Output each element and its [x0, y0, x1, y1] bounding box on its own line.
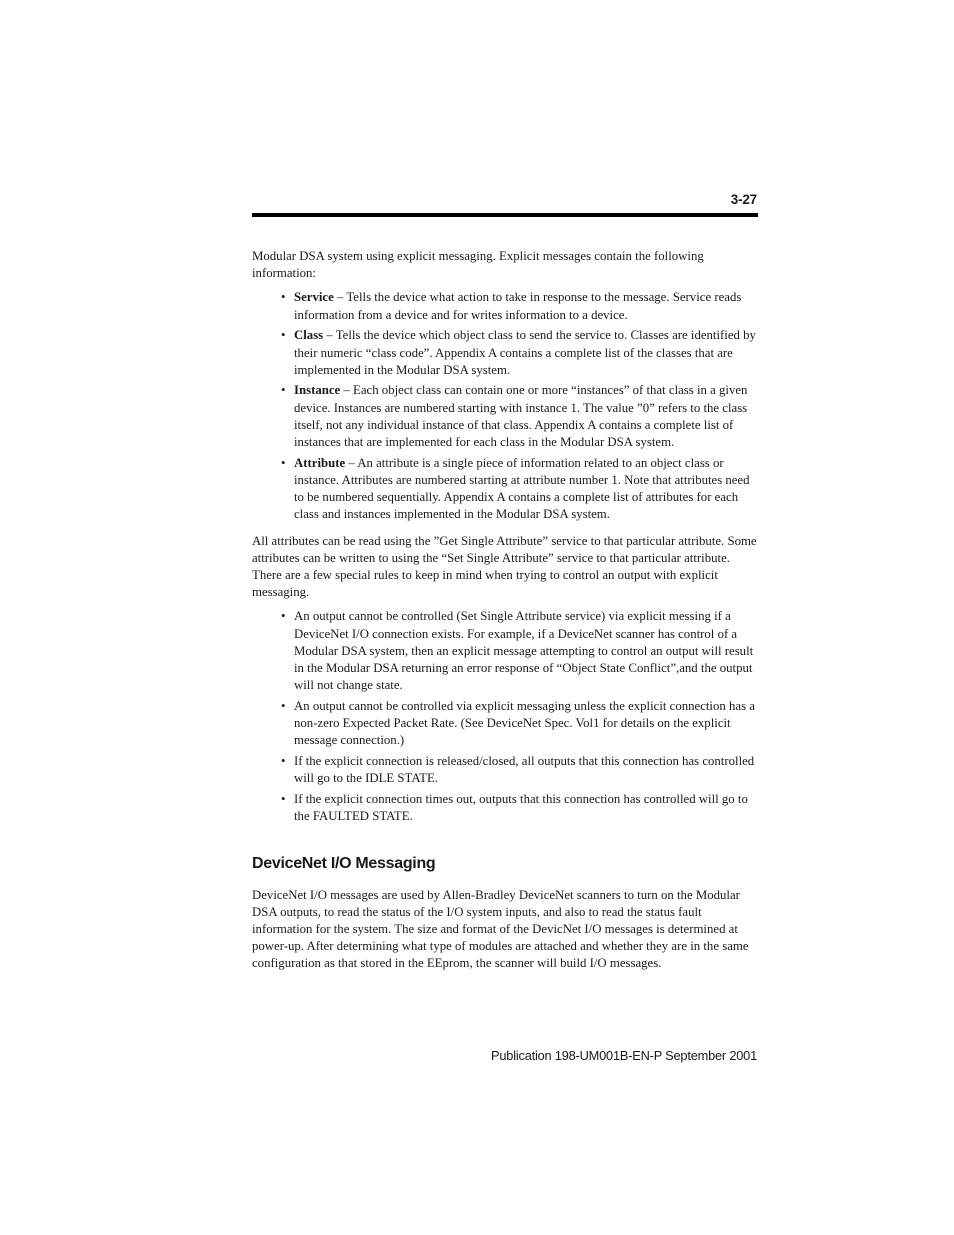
list-item: [294, 327, 760, 379]
list-item: • An output cannot be controlled via explicit messaging unless the explicit connection has a non-zero Expected Packet Rate. (See DeviceNet Spec. Vol1 for details on the explicit message connection.): [294, 698, 760, 750]
attributes-paragraph: All attributes can be read using the ”Get Single Attribute” service to that particular attribute. Some attributes can be written to using the “Set Single Attribute” service to that particular attribute. There are a few special rules to keep in mind when trying to control an output with explicit messaging.: [252, 533, 757, 600]
list-item: • An output cannot be controlled (Set Single Attribute service) via explicit messing if a DeviceNet I/O connection exists. For example, if a DeviceNet scanner has control of a Modular DSA system, then an explicit message attempting to control an output will result in the Modular DSA returning an error response of “Object State Conflict”,and the output will not change state.: [294, 608, 760, 694]
list-item: [294, 382, 760, 451]
term-description: – Each object class can contain one or more “instances” of that class in a given device. Instances are numbered starting with instance 1. The value ”0” refers to the class itself, not any individual instance of that class. Appendix A contains a complete list of instances that are implemented for each class in the Modular DSA system.: [294, 383, 748, 450]
output-control-rules-list: [252, 608, 760, 825]
io-messaging-paragraph: DeviceNet I/O messages are used by Allen-Bradley DeviceNet scanners to turn on the Modular DSA outputs, to read the status of the I/O system inputs, and also to read the status fault information for the system. The size and format of the DevicNet I/O messages is determined at power-up. After determining what type of modules are attached and whether they are in the same configuration as that stored in the EEprom, the scanner will build I/O messages.: [252, 887, 749, 971]
page-number: 3-27: [730, 192, 757, 207]
term-service: Service: [294, 290, 334, 305]
term-description: – Tells the device what action to take in response to the message. Service reads information from a device and for writes information to a device.: [294, 290, 742, 322]
section-heading: DeviceNet I/O Messaging: [252, 855, 436, 873]
list-item: [294, 455, 760, 524]
publication-footer: Publication 198-UM001B-EN-P September 2001: [491, 1048, 757, 1063]
list-item: • If the explicit connection is released/closed, all outputs that this connection has controlled will go to the IDLE STATE.: [294, 753, 760, 787]
term-instance: Instance: [294, 383, 341, 398]
term-description: – An attribute is a single piece of information related to an object class or instance. Attributes are numbered starting at attribute number 1. Note that attributes need to be numbered sequentially. Appendix A contains a complete list of attributes for each class and instances implemented in the Modular DSA system.: [294, 455, 750, 522]
list-item: [294, 289, 760, 323]
explicit-message-fields-list: [252, 289, 760, 523]
page-content: [252, 248, 760, 980]
term-description: – Tells the device which object class to send the service to. Classes are identified by their numeric “class code”. Appendix A contains a complete list of the classes that are implemented in the Modular DSA system.: [294, 328, 756, 377]
header-rule: [252, 213, 758, 217]
explicit-messaging-intro: Modular DSA system using explicit messaging. Explicit messages contain the following information:: [252, 249, 704, 281]
list-item: • If the explicit connection times out, outputs that this connection has controlled will go to the FAULTED STATE.: [294, 791, 760, 825]
term-attribute: Attribute: [294, 455, 346, 470]
term-class: Class: [294, 328, 324, 343]
